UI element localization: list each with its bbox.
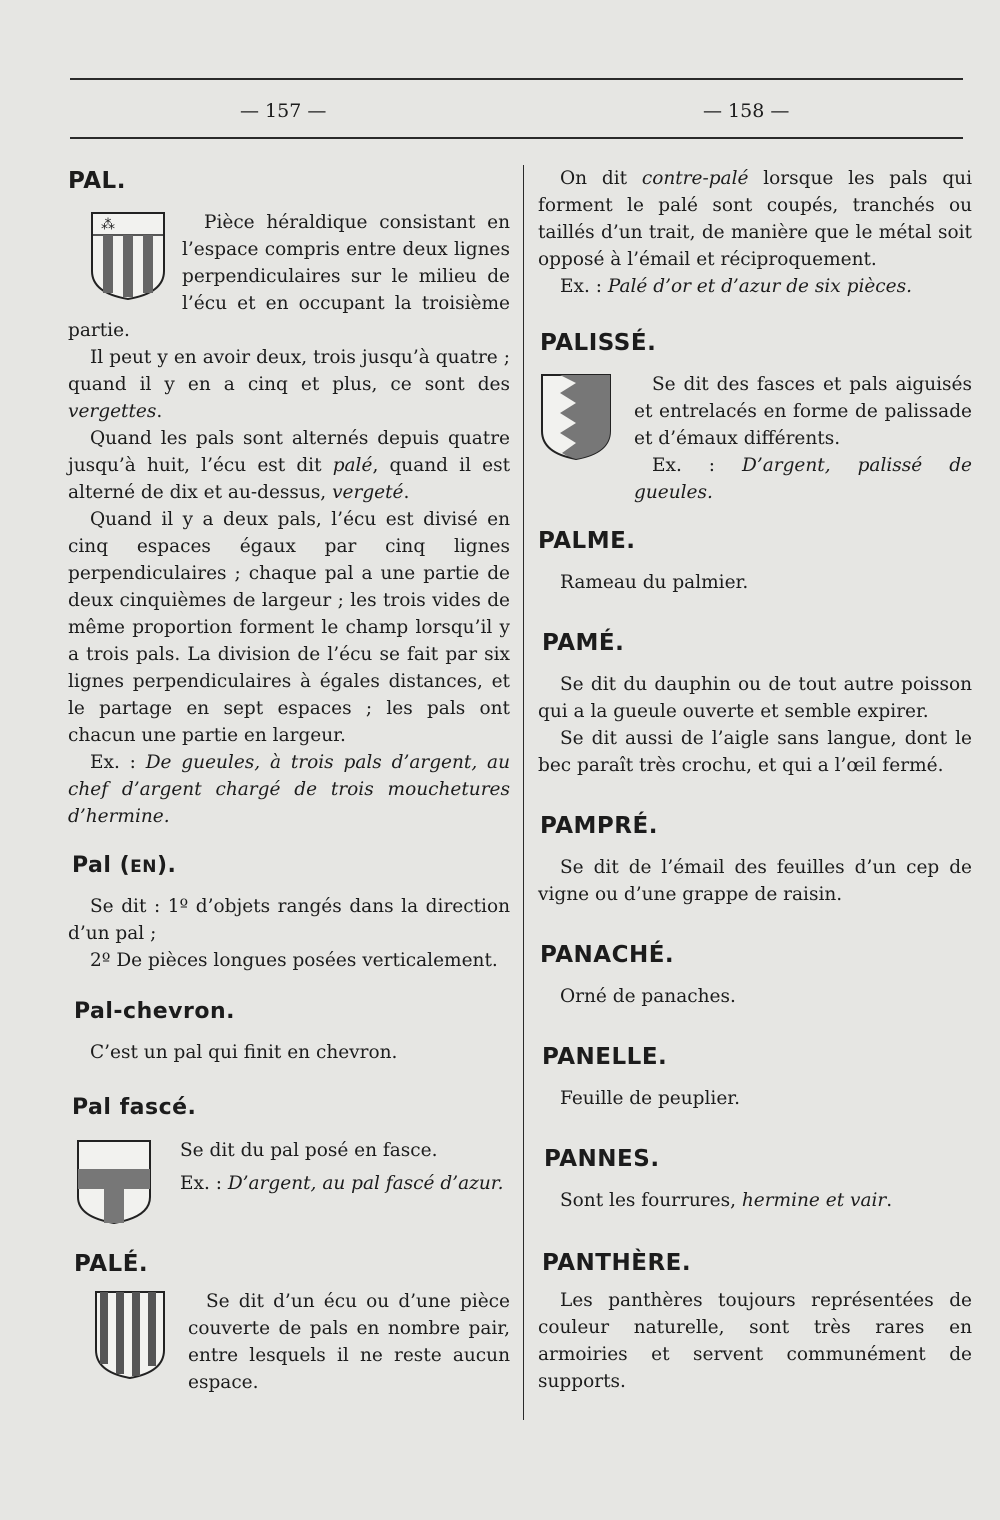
entry-title-palisse: PALISSÉ. [540, 330, 657, 356]
svg-text:⁂: ⁂ [101, 217, 115, 233]
pal-paragraph-4: Quand il y a deux pals, l’écu est divisé en cinq espaces égaux par cinq lignes perpendiculaires ; chaque pal a une partie de deux cinquièmes de largeur ; les trois vides de même proportion forment le champ lorsqu’il y a trois pals. La division de l’écu se fait par six lignes perpendiculaires à égales distances, et le partage en sept espaces ; les pals ont chacun une partie en largeur. [68, 509, 510, 746]
italic-term-hermine-vair: hermine et vair [741, 1190, 887, 1211]
pal-fasce-text: Se dit du pal posé en fasce. [180, 1140, 438, 1161]
palisse-text: Se dit des fasces et pals aiguisés et entrelacés en forme de palissade et d’émaux différents. [634, 374, 972, 449]
entry-title-pal-en [72, 852, 510, 881]
text-span: Il peut y en avoir deux, trois jusqu’à quatre ; quand il y en a cinq et plus, ce sont des [68, 347, 510, 395]
italic-term-vergete: vergeté [332, 482, 404, 503]
column-divider [523, 165, 524, 1420]
italic-term-vergettes: vergettes [68, 401, 157, 422]
page-number-left: — 157 — [240, 100, 327, 122]
pame-paragraph-1: Se dit du dauphin ou de tout autre poisson qui a la gueule ouverte et semble expirer. [538, 674, 972, 722]
palme-text: Rameau du palmier. [560, 572, 749, 593]
entry-title-panthere: PANTHÈRE. [542, 1250, 692, 1276]
entry-title-pal: PAL. [68, 168, 126, 194]
entry-title-panache: PANACHÉ. [540, 942, 675, 968]
entry-title-pal-fasce: Pal fascé. [72, 1095, 197, 1120]
entry-title-palme: PALME. [538, 528, 636, 554]
shield-pal-icon [88, 209, 168, 303]
panthere-text: Les panthères toujours représentées de couleur naturelle, sont très rares en armoiries et servent communément de supports. [538, 1290, 972, 1392]
panache-text: Orné de panaches. [560, 986, 736, 1007]
palisse-example [634, 452, 972, 506]
text-span: lorsque les pals qui forment le palé sont coupés, tranchés ou taillés d’un trait, de manière que le métal soit opposé à l’émail et réciproquement. [538, 168, 972, 270]
panelle-text: Feuille de peuplier. [560, 1088, 740, 1109]
header-rule [70, 137, 963, 139]
right-column [538, 165, 972, 1395]
italic-term-pale: palé [332, 455, 373, 476]
example-text: Palé d’or et d’azur de six pièces. [607, 276, 912, 297]
left-column [68, 168, 510, 1396]
pame-paragraph-2: Se dit aussi de l’aigle sans langue, dont le bec paraît très crochu, et qui a l’œil fermé. [538, 728, 972, 776]
entry-title-pale: PALÉ. [74, 1251, 149, 1277]
shield-palisse-icon [538, 371, 614, 463]
text-span: EN [130, 857, 157, 877]
entry-title-pame: PAMÉ. [542, 630, 625, 656]
text-span: Sont les fourrures, [560, 1190, 742, 1211]
text-span: . [886, 1190, 893, 1211]
example-text: D’argent, au pal fascé d’azur. [227, 1173, 504, 1194]
shield-pal-fasce-icon [74, 1137, 154, 1225]
pal-fasce-example [180, 1170, 510, 1197]
text-span: Quand les pals sont alternés depuis quatre jusqu’à huit, l’écu est dit [68, 428, 510, 476]
text-span: . [156, 401, 163, 422]
pannes-text [538, 1187, 972, 1214]
entry-title-pal-chevron: Pal-chevron. [74, 999, 235, 1024]
pal-example [68, 749, 510, 830]
pampre-text: Se dit de l’émail des feuilles d’un cep de vigne ou d’une grappe de raisin. [538, 857, 972, 905]
italic-term-contre-pale: contre-palé [641, 168, 749, 189]
pale-text: Se dit d’un écu ou d’une pièce couverte de pals en nombre pair, entre lesquels il ne reste aucun espace. [188, 1291, 510, 1393]
text-span: . [403, 482, 410, 503]
contre-pale-example [538, 273, 972, 300]
pal-paragraph-2 [68, 344, 510, 425]
entry-title-pannes: PANNES. [544, 1146, 660, 1172]
example-label: Ex. : [90, 752, 146, 773]
text-span: ). [156, 853, 177, 878]
example-text: De gueules, à trois pals d’argent, au chef d’argent chargé de trois mouchetures d’hermine. [68, 752, 510, 827]
example-text: D’argent, palissé de gueules. [634, 455, 972, 503]
text-span: On dit [560, 168, 642, 189]
entry-title-panelle: PANELLE. [542, 1044, 668, 1070]
contre-pale-text [538, 165, 972, 273]
shield-pale-icon [92, 1288, 168, 1380]
text-span: Pal ( [72, 853, 131, 878]
pal-en-line-2: 2º De pièces longues posées verticalement. [90, 950, 498, 971]
pal-en-line-1: Se dit : 1º d’objets rangés dans la direction d’un pal ; [68, 896, 510, 944]
example-label: Ex. : [652, 455, 742, 476]
example-label: Ex. : [180, 1173, 228, 1194]
pal-definition: Pièce héraldique consistant en l’espace compris entre deux lignes perpendiculaires sur le milieu de l’écu et en occupant la troisième partie. [68, 212, 510, 341]
pal-chevron-text: C’est un pal qui finit en chevron. [90, 1042, 398, 1063]
page-number-right: — 158 — [703, 100, 790, 122]
pal-paragraph-3 [68, 425, 510, 506]
example-label: Ex. : [560, 276, 608, 297]
top-rule [70, 78, 963, 80]
text-span: , quand il est alterné de dix et au-dessus, [68, 455, 510, 503]
entry-title-pampre: PAMPRÉ. [540, 813, 658, 839]
